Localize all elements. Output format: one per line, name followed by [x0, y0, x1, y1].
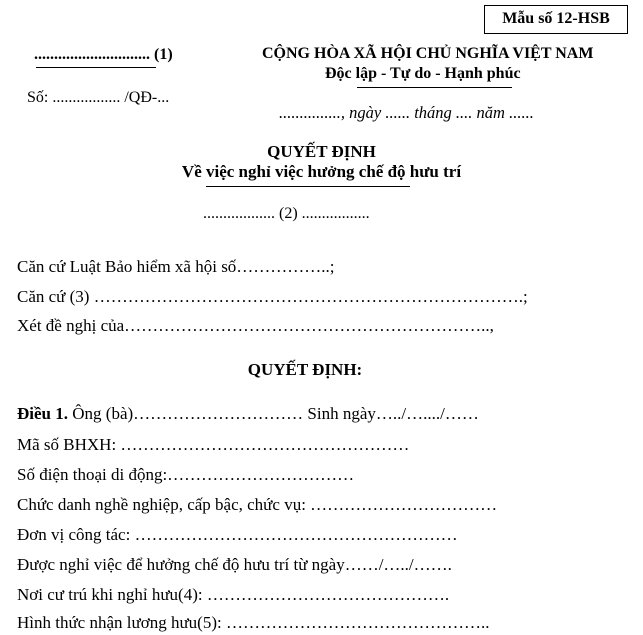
pension-payment-method: Hình thức nhận lương hưu(5): ………………………………………..: [17, 613, 490, 632]
issuing-organization: ............................. (1): [34, 46, 173, 63]
ground-regulation: Căn cứ (3) ………………………………………………………………….;: [17, 287, 528, 306]
decision-heading: QUYẾT ĐỊNH:: [247, 360, 363, 379]
place-and-date: ..............., ngày ...... tháng .... năm ......: [279, 103, 534, 122]
job-title: Chức danh nghề nghiệp, cấp bậc, chức vụ: ……………………………: [17, 495, 498, 514]
document-number: Số: ................. /QĐ-...: [27, 89, 170, 106]
article-1-person: Ông (bà)………………………… Sinh ngày…../…..../……: [68, 404, 479, 423]
ground-law: Căn cứ Luật Bảo hiểm xã hội số……………..;: [17, 257, 335, 276]
workplace: Đơn vị công tác: …………………………………………………: [17, 525, 458, 544]
subtitle-underline: [206, 186, 410, 187]
form-code-box: Mẫu số 12-HSB: [484, 5, 628, 34]
retirement-start-date: Được nghỉ việc để hưởng chế độ hưu trí từ ngày……/…../…….: [17, 555, 452, 574]
national-motto: Độc lập - Tự do - Hạnh phúc: [325, 65, 521, 82]
social-insurance-number: Mã số BHXH: ……………………………………………: [17, 435, 410, 454]
article-1-line: [17, 404, 479, 424]
motto-underline: [357, 87, 512, 88]
document-title: QUYẾT ĐỊNH: [267, 142, 376, 161]
issuing-authority: .................. (2) .................: [203, 205, 370, 222]
mobile-phone: Số điện thoại di động:……………………………: [17, 465, 355, 484]
national-title: CỘNG HÒA XÃ HỘI CHỦ NGHĨA VIỆT NAM: [262, 45, 594, 62]
document-subtitle: Về việc nghỉ việc hưởng chế độ hưu trí: [181, 162, 462, 181]
organization-underline: [36, 67, 156, 68]
article-1-label: Điều 1.: [17, 404, 68, 423]
residence-after-retirement: Nơi cư trú khi nghỉ hưu(4): …………………………………….: [17, 585, 450, 604]
ground-proposal: Xét đề nghị của………………………………………………………..,: [17, 316, 494, 335]
